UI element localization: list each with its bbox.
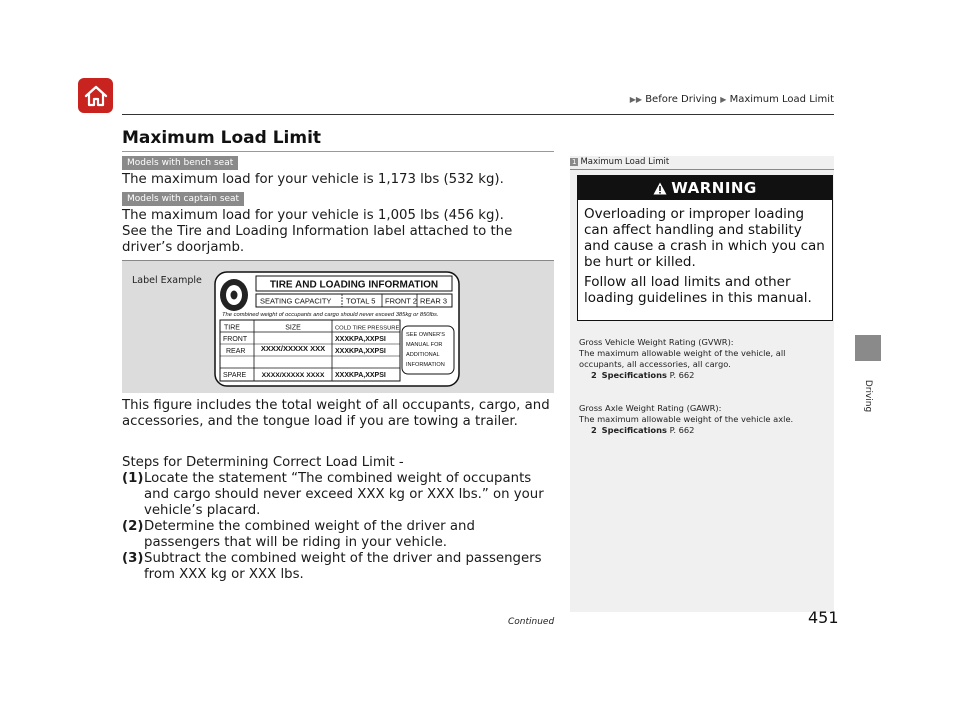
combined-weight-statement: The combined weight of occupants and cargo should never exceed 385kg or 850lbs. [222, 312, 439, 318]
xref-marker: 2 [591, 370, 597, 380]
col-tire-header: TIRE [224, 324, 240, 332]
models-bench-seat-tag: Models with bench seat [122, 156, 238, 170]
section-marker [855, 335, 881, 361]
seating-capacity-label: SEATING CAPACITY [260, 296, 332, 306]
gawr-specifications-link[interactable] [579, 425, 829, 436]
warning-text-2: Follow all load limits and other loading guidelines in this manual. [584, 274, 812, 306]
see-owners-line-2: MANUAL FOR [406, 342, 443, 348]
home-icon [83, 84, 109, 108]
tire-loading-label [214, 271, 460, 387]
size-front-rear: XXXX/XXXXX XXX [260, 344, 326, 353]
xref-page: P. 662 [669, 370, 695, 380]
xref-label: Specifications [601, 425, 667, 435]
sidebar-heading-rule [570, 169, 834, 170]
col-size-header: SIZE [285, 324, 301, 332]
see-owners-line-3: ADDITIONAL [406, 352, 440, 358]
warning-title: WARNING [671, 179, 757, 197]
step-number: (1) [122, 471, 144, 486]
pressure-front: XXXKPA,XXPSI [335, 336, 386, 343]
gawr-title: Gross Axle Weight Rating (GAWR): [579, 403, 722, 413]
page-number: 451 [808, 608, 839, 627]
pressure-spare: XXXKPA,XXPSI [335, 372, 386, 379]
xref-marker: 2 [591, 425, 597, 435]
tire-label-title: TIRE AND LOADING INFORMATION [269, 279, 439, 291]
continued-label: Continued [508, 617, 555, 627]
seating-total: TOTAL 5 [346, 296, 376, 306]
models-captain-seat-tag: Models with captain seat [122, 192, 244, 206]
load-limit-steps [122, 455, 554, 583]
see-label-text: See the Tire and Loading Information label attached to the driver’s doorjamb. [122, 224, 513, 255]
step-text: Subtract the combined weight of the driver and passengers from XXX kg or XXX lbs. [144, 551, 542, 582]
pressure-rear: XXXKPA,XXPSI [335, 348, 386, 355]
row-front-label: FRONT [223, 336, 248, 343]
step-text: Determine the combined weight of the driver and passengers that will be riding in your vehicle. [144, 519, 475, 550]
breadcrumb-arrow-icon: ▶▶ [629, 95, 642, 104]
label-example-caption: Label Example [132, 275, 202, 286]
gvwr-title: Gross Vehicle Weight Rating (GVWR): [579, 337, 734, 347]
breadcrumb-item-current: Maximum Load Limit [729, 94, 834, 105]
breadcrumb-arrow-icon: ▶ [720, 95, 727, 104]
section-tab-label: Driving [863, 379, 873, 413]
breadcrumb [620, 94, 834, 105]
max-load-captain-text: The maximum load for your vehicle is 1,005 lbs (456 kg). [122, 208, 504, 223]
sidebar-heading-text: Maximum Load Limit [580, 157, 670, 167]
seating-rear: REAR 3 [420, 296, 448, 306]
xref-label: Specifications [601, 370, 667, 380]
gvwr-text: The maximum allowable weight of the vehicle, all occupants, all accessories, all cargo. [579, 348, 786, 369]
gawr-text: The maximum allowable weight of the vehicle axle. [579, 414, 794, 424]
step-text: Locate the statement “The combined weight of occupants and cargo should never exceed XXX kg or XXX lbs.” on your vehicle’s placard. [144, 471, 544, 518]
warning-header [578, 176, 832, 200]
step-number: (3) [122, 551, 144, 566]
breadcrumb-item-before-driving[interactable]: Before Driving [645, 94, 718, 105]
see-owners-line-1: SEE OWNER'S [406, 332, 445, 338]
step-item [122, 551, 554, 583]
warning-body [578, 200, 832, 306]
see-owners-line-4: INFORMATION [406, 362, 445, 368]
warning-text-1: Overloading or improper loading can affect handling and stability and cause a crash in which you can be hurt or killed. [584, 206, 825, 270]
gawr-note [579, 403, 829, 436]
note-marker: 1 [572, 158, 577, 166]
step-item [122, 471, 554, 519]
figure-description-text: This figure includes the total weight of all occupants, cargo, and accessories, and the tongue load if you are towing a trailer. [122, 398, 550, 429]
step-number: (2) [122, 519, 144, 534]
title-rule [122, 151, 554, 152]
header-rule [122, 114, 834, 115]
xref-page: P. 662 [669, 425, 695, 435]
size-spare: XXXX/XXXXX XXXX [261, 372, 325, 379]
warning-box [577, 175, 833, 321]
max-load-bench-text: The maximum load for your vehicle is 1,173 lbs (532 kg). [122, 172, 504, 187]
row-rear-label: REAR [226, 348, 246, 355]
section-tab-driving[interactable] [855, 366, 881, 426]
page-title: Maximum Load Limit [122, 128, 322, 148]
steps-heading: Steps for Determining Correct Load Limit - [122, 455, 404, 470]
row-spare-label: SPARE [223, 372, 247, 379]
sidebar-heading [570, 157, 669, 167]
step-item [122, 519, 554, 551]
col-pressure-header: COLD TIRE PRESSURE [335, 325, 400, 332]
seating-front: FRONT 2 [385, 296, 417, 306]
warning-icon [653, 182, 667, 195]
tire-icon [220, 279, 248, 311]
gvwr-specifications-link[interactable] [579, 370, 829, 381]
label-example-figure [122, 260, 554, 393]
gvwr-note [579, 337, 829, 381]
home-button[interactable] [78, 78, 113, 113]
